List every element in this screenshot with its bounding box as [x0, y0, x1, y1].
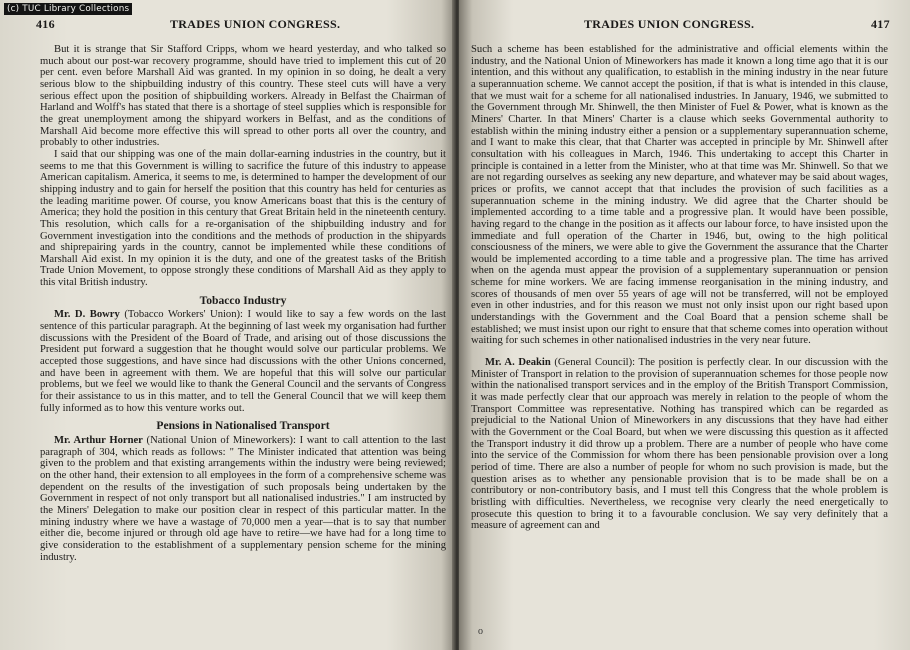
- speaker-deakin: Mr. A. Deakin: [485, 357, 551, 369]
- heading-tobacco-industry: Tobacco Industry: [199, 293, 287, 307]
- speaker-horner: Mr. Arthur Horner: [54, 435, 143, 446]
- paragraph-deakin: [471, 357, 888, 532]
- page-number-right: 417: [871, 17, 890, 31]
- paragraph-horner: [40, 435, 446, 563]
- paragraph-cripps: But it is strange that Sir Stafford Cripps, whom we heard yesterday, and who talked so much about our post-war recovery programme, should have tried to implement this cut of 20 per cent. even before Marshall Aid was granted. In my opinion in so doing, he dealt a very serious blow to the shipbuilding industry of this country. These steel cuts will have a very serious effect upon the position of shipbuilding workers. Already in Belfast the Chairman of Harland and Wolff's has stated that there is a shortage of steel supplies which is responsible for the great unemployment among the shipyard workers in Belfast, and as the conditions of Marshall Aid become more effective this will spread to other ports all over the country, and probably to other industries.: [40, 44, 446, 149]
- speaker-bowry: Mr. D. Bowry: [54, 309, 120, 321]
- running-head-right: TRADES UNION CONGRESS.: [584, 17, 755, 31]
- right-text-column: [471, 44, 888, 532]
- speech-deakin: (General Council): The position is perfectly clear. In our discussion with the Minister of Transport in relation to the provision of superannuation schemes for those people now within the nationalised transport services and in the employ of the British Transport Commission, it was made perfectly clear that our approach was merely in relation to the people of whom the Transport Committee was representative. Nothing has transpired which can be regarded as prejudicial to the National Union of Mineworkers in any discussions that they have had either with the Government or the Coal Board, but when we were discussing this question as it affected the Transport industry it did throw up a problem. There are a number of people who have come into the service of the Commission for whom there has been pensionable provision over a long period of time. There are also a number of people for whom no such provision is made, but the question arises as to whether any pensionable provision that is to be made shall be on a contributory or non-contributory basis, and I must tell this Congress that the whole problem is bristling with difficulties. Nevertheless, we recognise very clearly the need energetically to prosecute this question to bring it to a favourable conclusion. We say very definitely that a measure of agreement can and: [471, 357, 889, 532]
- paragraph-shipping: I said that our shipping was one of the main dollar-earning industries in the country, but it seems to me that this Government is willing to sacrifice the future of this industry to appease American capitalism. America, it seems to me, is determined to hamper the development of our shipping industry and to gain for herself the position that this country has held for centuries as the leading maritime power. Of course, you know Americans boast that this is the century of America; they hold the position in this century that Great Britain held in the nineteenth century. This resolution, which calls for a re-organisation of the shipbuilding industry and for Government investigation into the conditions and the methods of production in the shipyards and shiprepairing yards in the country, cannot be implemented while these conditions of Marshall Aid exist. In my opinion it is the duty, and one of the greatest tasks of the British Trade Union Movement, to oppose strongly these conditions of Marshall Aid as they apply to this vital British industry.: [40, 148, 446, 289]
- paragraph-miners-charter: Such a scheme has been established for the administrative and official elements within the industry, and the National Union of Mineworkers has made it known a long time ago that it is our intention, and this without any qualification, to establish in the mining industry in the near future a superannuation scheme. We cannot accept the position, if that is what is intended in this clause, that we must wait for a scheme for all nationalised industries. In January, 1946, we submitted to the Government through Mr. Shinwell, the then Minister of Fuel & Power, what is known as the Miners' Charter. In that Miners' Charter is a clause which seeks Governmental authority to establish within the mining industry either a pension or a supplementary superannuation scheme, and I want to make this clear, that that Charter was accepted in principle by Mr. Shinwell after consultation with his colleagues in March, 1946. This undertaking to accept this Charter in principle is contained in a letter from the Minister, who at that time was Mr. Shinwell. So that we are not regarding ourselves as seeking any new departure, and whatever may be said about wages, prices or profits, we cannot accept that that includes the provision of such facilities as a superannuation scheme in the mining industry. We did agree that the Charter should be implemented according to a time table and a progressive plan. It would have been possible, having regard to the change in the position as it affects our labour force, to have insisted upon the immediate and full operation of the Charter in 1946, but, owing to the high political consciousness of the miners, we were able to give the Government the assurance that the Charter would be implemented according to a time table and a progressive plan. The time has arrived when on the agenda must appear the provision of a supplementary superannuation or pension scheme for mine workers. We are facing immense reorganisation in the mining industry, and scores of thousands of men over 55 years of age will not be transferred, will not be employed even in other industries, and for this reason we must not only insist upon our right based upon understandings with the Government and the Coal Board that a pension scheme shall be established; we must insist upon our right to ensure that that scheme comes into operation without waiting for such schemes in other nationalised industries in the very near future.: [471, 44, 888, 347]
- heading-pensions-nationalised-transport: Pensions in Nationalised Transport: [156, 419, 330, 433]
- paragraph-bowry: [40, 309, 446, 414]
- folio-mark: o: [478, 626, 483, 637]
- speech-bowry: (Tobacco Workers' Union): I would like to say a few words on the last sentence of this particular paragraph. At the beginning of last week my organisation had further discussions with the President of the Board of Trade, and arising out of those discussions the President put forward a suggestion that he thought would solve our particular problems. We accepted those suggestions, and have since had discussions with the other Unions concerned, and have been in agreement with them. We are hopeful that this will solve our particular problems, but we feel we would like to thank the General Council and the servants of Congress for their assistance to us in this matter, and to tell the General Council that we will keep them fully informed as to how this venture works out.: [40, 309, 447, 414]
- page-number-left: 416: [36, 17, 55, 31]
- right-page: [459, 0, 910, 650]
- running-head-left: TRADES UNION CONGRESS.: [170, 17, 341, 31]
- collection-watermark: (c) TUC Library Collections: [4, 3, 132, 15]
- speech-horner: (National Union of Mineworkers): I want to call attention to the last paragraph of 304, which reads as follows: " The Minister indicated that attention was being given to the problem and that existing arrangements within the industry were being reviewed; on the other hand, their extension to all employees in the form of a comprehensive scheme was dependent on the results of the investigation of such proposals being undertaken by the Government in respect of not only transport but all nationalised industries." I am instructed by the Miners' Delegation to make our position clear in respect of this particular matter. In the mining industry where we have a wastage of 70,000 men a year—that is to say that number either die, become injured or through old age have to retire—we have had for a long time to give consideration to the establishment of a supplementary pension scheme for the mining industry.: [40, 435, 446, 563]
- left-text-column: [40, 44, 446, 563]
